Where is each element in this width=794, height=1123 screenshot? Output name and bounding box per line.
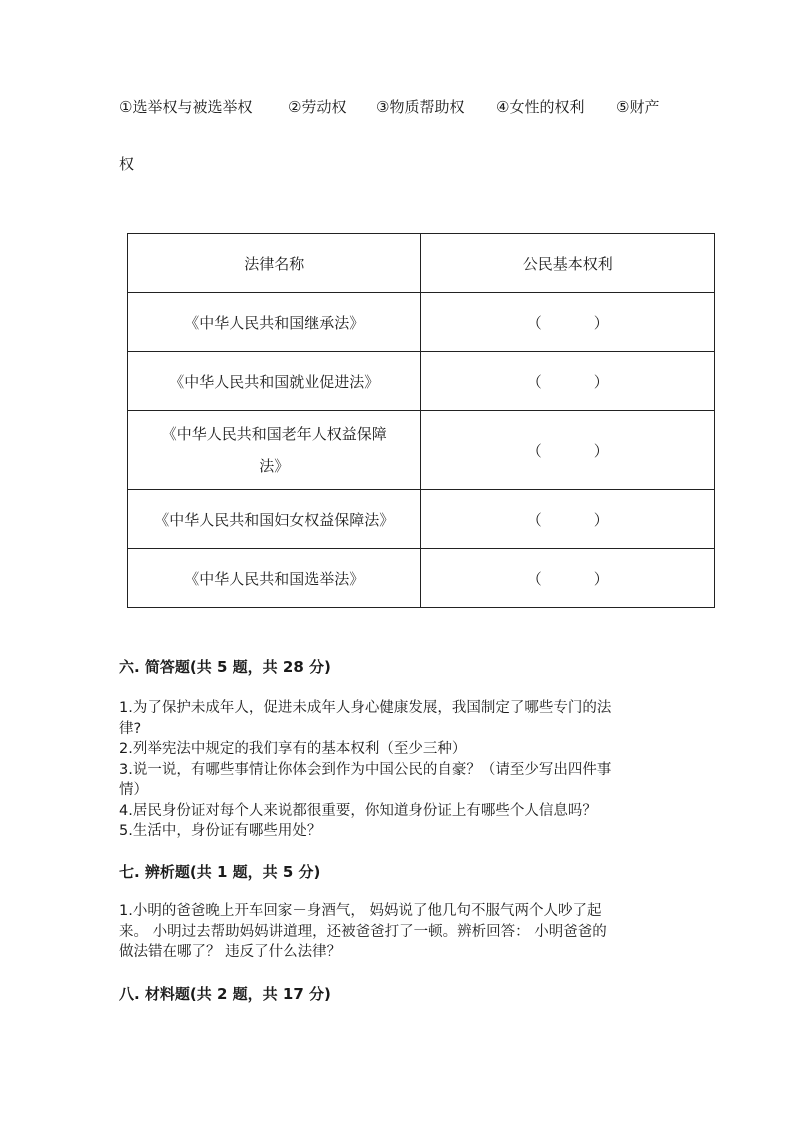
option-4: ④女性的权利 [496,98,585,116]
table-row [128,490,715,549]
question-line: 1.小明的爸爸晚上开车回家－身酒气， 妈妈说了他几句不服气两个人吵了起 [119,903,602,919]
question-line: 情） [119,782,148,798]
section-7-title: 七. 辨析题(共 1 题，共 5 分) [119,863,321,881]
question-line: 来。 小明过去帮助妈妈讲道理，还被爸爸打了一顿。辨析回答： 小明爸爸的 [119,923,607,940]
answer-blank[interactable]: （ ） [526,441,609,460]
answer-blank-cell [421,293,715,352]
law-rights-table [127,233,715,608]
table-row [128,411,715,490]
law-name-cell: 《中华人民共和国妇女权益保障法》 [128,490,421,549]
header-basic-rights: 公民基本权利 [421,234,715,293]
option-2: ②劳动权 [288,98,347,116]
option-3: ③物质帮助权 [376,98,465,116]
question-line: 1.为了保护未成年人，促进未成年人身心健康发展，我国制定了哪些专门的法 [119,700,612,716]
answer-blank-cell [421,411,715,490]
answer-blank[interactable]: （ ） [526,569,609,588]
answer-blank-cell [421,549,715,608]
table-header-row [128,234,715,293]
answer-blank-cell [421,352,715,411]
option-5: ⑤财产 [616,98,660,116]
header-law-name: 法律名称 [128,234,421,293]
question-line: 5.生活中，身份证有哪些用处？ [119,823,322,839]
question-line: 2.列举宪法中规定的我们享有的基本权利（至少三种） [119,741,467,757]
answer-blank[interactable]: （ ） [526,372,609,391]
question-line: 律? [119,720,142,737]
question-line: 3.说一说，有哪些事情让你体会到作为中国公民的自豪？（请至少写出四件事 [119,761,612,778]
law-name-cell: 《中华人民共和国就业促进法》 [128,352,421,411]
law-name-cell: 《中华人民共和国继承法》 [128,293,421,352]
table-row [128,549,715,608]
section-6-questions [119,698,679,842]
table-row [128,293,715,352]
law-name-cell: 《中华人民共和国选举法》 [128,549,421,608]
option-5-wrap: 权 [119,155,135,173]
answer-blank-cell [421,490,715,549]
answer-blank[interactable]: （ ） [526,313,609,332]
law-name-cell [128,411,421,490]
option-1: ①选举权与被选举权 [119,98,253,116]
answer-blank[interactable]: （ ） [526,510,609,529]
section-7-question [119,901,679,963]
question-line: 4.居民身份证对每个人来说都很重要，你知道身份证上有哪些个人信息吗？ [119,802,597,819]
law-name-line2: 法》 [259,457,290,475]
question-line: 做法错在哪了？ 违反了什么法律？ [119,944,342,960]
section-6-title: 六. 简答题(共 5 题，共 28 分) [119,658,331,676]
section-8-title: 八. 材料题(共 2 题，共 17 分) [119,985,331,1003]
table-row [128,352,715,411]
law-name-line1: 《中华人民共和国老年人权益保障 [161,425,387,443]
